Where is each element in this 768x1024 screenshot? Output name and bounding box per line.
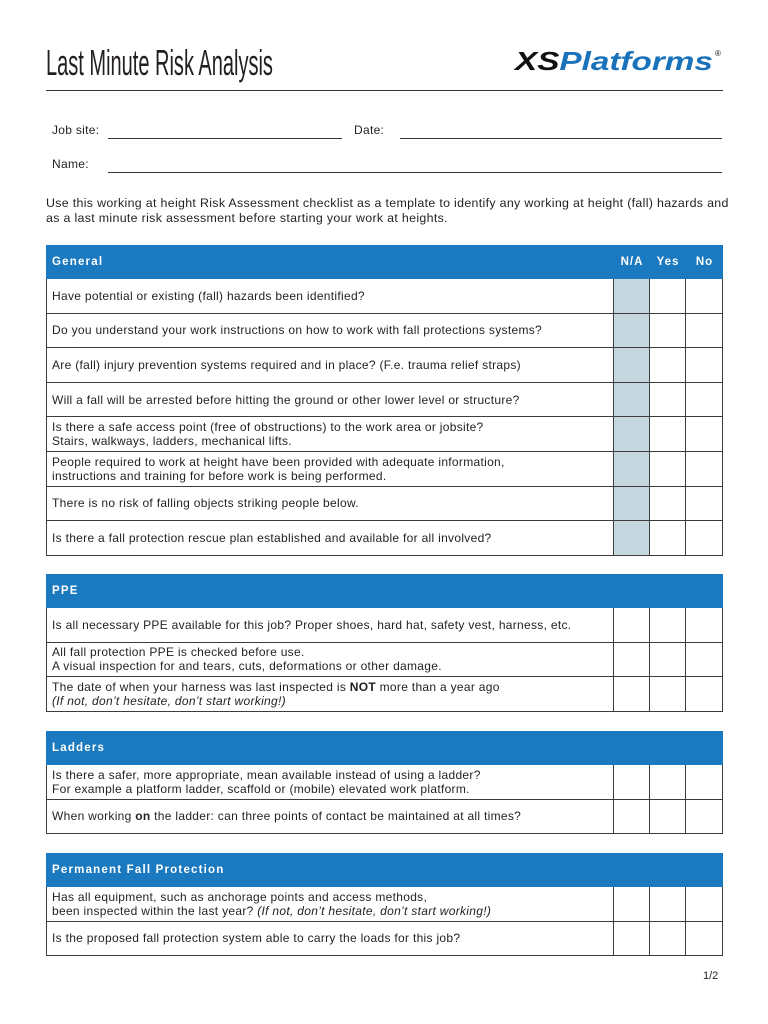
question-text (46, 383, 614, 417)
na-checkbox[interactable] (614, 314, 650, 348)
intro-line: Use this working at height Risk Assessment checklist as a template to identify any working at height (fall) hazards and (46, 196, 729, 210)
question-note: (If not, don’t hesitate, don’t start working!) (257, 903, 492, 918)
checklist-row (46, 887, 723, 922)
question-line: Are (fall) injury prevention systems required and in place? (F.e. trauma relief straps) (52, 357, 521, 372)
question-segment: The date of when your harness was last inspected is (52, 679, 350, 694)
question-note: (If not, don’t hesitate, don’t start working!) (52, 693, 286, 708)
yes-checkbox[interactable] (650, 922, 686, 956)
question-text (46, 765, 614, 799)
question-segment: the ladder: can three points of contact be maintained at all times? (150, 809, 522, 824)
checklist-row (46, 452, 723, 487)
yes-checkbox[interactable] (650, 279, 686, 313)
question-line: instructions and training for before work is being performed. (52, 468, 387, 483)
question-line (52, 809, 613, 823)
yes-checkbox[interactable] (650, 314, 686, 348)
na-checkbox[interactable] (614, 765, 650, 799)
no-checkbox[interactable] (686, 765, 723, 799)
question-text (46, 677, 614, 711)
checklist-row (46, 922, 723, 957)
intro-line: as a last minute risk assessment before starting your work at heights. (46, 211, 448, 225)
yes-checkbox[interactable] (650, 608, 686, 642)
yes-checkbox[interactable] (650, 765, 686, 799)
column-label-no: No (695, 256, 714, 268)
logo-registered-mark: ® (715, 49, 721, 58)
page-title: Last Minute Risk Analysis (46, 42, 273, 83)
header-divider (46, 90, 723, 91)
question-line: Do you understand your work instructions on how to work with fall protections systems? (52, 323, 543, 338)
yes-checkbox[interactable] (650, 487, 686, 521)
no-checkbox[interactable] (686, 922, 723, 956)
checklist-row (46, 521, 723, 556)
section-general (46, 245, 723, 556)
yes-checkbox[interactable] (650, 677, 686, 711)
question-text (46, 608, 614, 642)
checklist-row (46, 608, 723, 643)
na-checkbox[interactable] (614, 643, 650, 677)
checklist-row (46, 487, 723, 522)
page-number: 1/2 (703, 970, 719, 982)
yes-checkbox[interactable] (650, 800, 686, 834)
question-segment: more than a year ago (376, 679, 500, 694)
checklist-row (46, 383, 723, 418)
checklist-row (46, 348, 723, 383)
na-checkbox[interactable] (614, 279, 650, 313)
na-checkbox[interactable] (614, 348, 650, 382)
yes-checkbox[interactable] (650, 643, 686, 677)
logo-platforms-text: Platforms (559, 46, 713, 76)
na-checkbox[interactable] (614, 677, 650, 711)
na-checkbox[interactable] (614, 800, 650, 834)
question-line: Is all necessary PPE available for this job? Proper shoes, hard hat, safety vest, harness, etc. (52, 617, 572, 632)
no-checkbox[interactable] (686, 348, 723, 382)
question-text (46, 417, 614, 451)
section-title: Permanent Fall Protection (52, 864, 225, 876)
question-text (46, 887, 614, 921)
yes-checkbox[interactable] (650, 383, 686, 417)
na-checkbox[interactable] (614, 887, 650, 921)
question-text (46, 314, 614, 348)
checklist-row (46, 765, 723, 800)
name-input[interactable] (108, 158, 722, 173)
intro-text (46, 196, 729, 226)
na-checkbox[interactable] (614, 922, 650, 956)
yes-checkbox[interactable] (650, 417, 686, 451)
question-text (46, 487, 614, 521)
section-header (46, 853, 723, 887)
no-checkbox[interactable] (686, 608, 723, 642)
checklist-row (46, 677, 723, 712)
column-label-na: N/A (620, 256, 644, 268)
checklist-row (46, 279, 723, 314)
question-text (46, 643, 614, 677)
no-checkbox[interactable] (686, 279, 723, 313)
question-segment: When working (52, 809, 136, 824)
yes-checkbox[interactable] (650, 452, 686, 486)
question-line: Is the proposed fall protection system able to carry the loads for this job? (52, 931, 461, 946)
section-header (46, 245, 723, 279)
question-line: Is there a safe access point (free of obstructions) to the work area or jobsite? (52, 420, 484, 435)
job-site-label: Job site: (52, 123, 100, 137)
no-checkbox[interactable] (686, 887, 723, 921)
question-line: Have potential or existing (fall) hazards been identified? (52, 288, 365, 303)
no-checkbox[interactable] (686, 417, 723, 451)
na-checkbox[interactable] (614, 487, 650, 521)
no-checkbox[interactable] (686, 452, 723, 486)
section-ppe (46, 574, 723, 712)
job-site-input[interactable] (108, 124, 342, 139)
checklist-row (46, 417, 723, 452)
question-segment: been inspected within the last year? (52, 903, 258, 918)
checklist-row (46, 643, 723, 678)
no-checkbox[interactable] (686, 521, 723, 555)
section-permanent-fall-protection (46, 853, 723, 956)
no-checkbox[interactable] (686, 487, 723, 521)
emphasis-text: on (135, 809, 151, 824)
yes-checkbox[interactable] (650, 887, 686, 921)
column-label-yes: Yes (656, 256, 680, 268)
na-checkbox[interactable] (614, 608, 650, 642)
logo-xs-text: XS (515, 46, 560, 76)
na-checkbox[interactable] (614, 452, 650, 486)
question-line (52, 904, 613, 918)
question-line: Will a fall will be arrested before hitting the ground or other lower level or structure? (52, 392, 520, 407)
section-title: General (52, 256, 104, 268)
question-text (46, 922, 614, 956)
no-checkbox[interactable] (686, 314, 723, 348)
question-line: There is no risk of falling objects striking people below. (52, 496, 359, 511)
yes-checkbox[interactable] (650, 348, 686, 382)
date-input[interactable] (400, 124, 722, 139)
no-checkbox[interactable] (686, 383, 723, 417)
yes-checkbox[interactable] (650, 521, 686, 555)
date-label: Date: (354, 123, 385, 137)
na-checkbox[interactable] (614, 383, 650, 417)
checklist-row (46, 314, 723, 349)
question-line: All fall protection PPE is checked before use. (52, 645, 305, 660)
xsplatforms-logo (515, 48, 713, 74)
no-checkbox[interactable] (686, 643, 723, 677)
question-text (46, 800, 614, 834)
section-header (46, 574, 723, 608)
question-line: A visual inspection for and tears, cuts, deformations or other damage. (52, 659, 442, 674)
question-text (46, 452, 614, 486)
no-checkbox[interactable] (686, 677, 723, 711)
question-line: Stairs, walkways, ladders, mechanical lifts. (52, 434, 292, 449)
no-checkbox[interactable] (686, 800, 723, 834)
section-title: Ladders (52, 742, 106, 754)
question-line: Has all equipment, such as anchorage points and access methods, (52, 889, 428, 904)
question-line: Is there a safer, more appropriate, mean available instead of using a ladder? (52, 767, 481, 782)
name-label: Name: (52, 157, 89, 171)
checklist-row (46, 800, 723, 835)
na-checkbox[interactable] (614, 521, 650, 555)
emphasis-text: NOT (349, 679, 376, 694)
section-ladders (46, 731, 723, 834)
section-title: PPE (52, 585, 79, 597)
question-text (46, 279, 614, 313)
question-line: For example a platform ladder, scaffold or (mobile) elevated work platform. (52, 781, 470, 796)
question-line: People required to work at height have been provided with adequate information, (52, 454, 505, 469)
question-text (46, 521, 614, 555)
question-line: Is there a fall protection rescue plan established and available for all involved? (52, 530, 492, 545)
na-checkbox[interactable] (614, 417, 650, 451)
section-header (46, 731, 723, 765)
question-text (46, 348, 614, 382)
question-line (52, 680, 613, 694)
